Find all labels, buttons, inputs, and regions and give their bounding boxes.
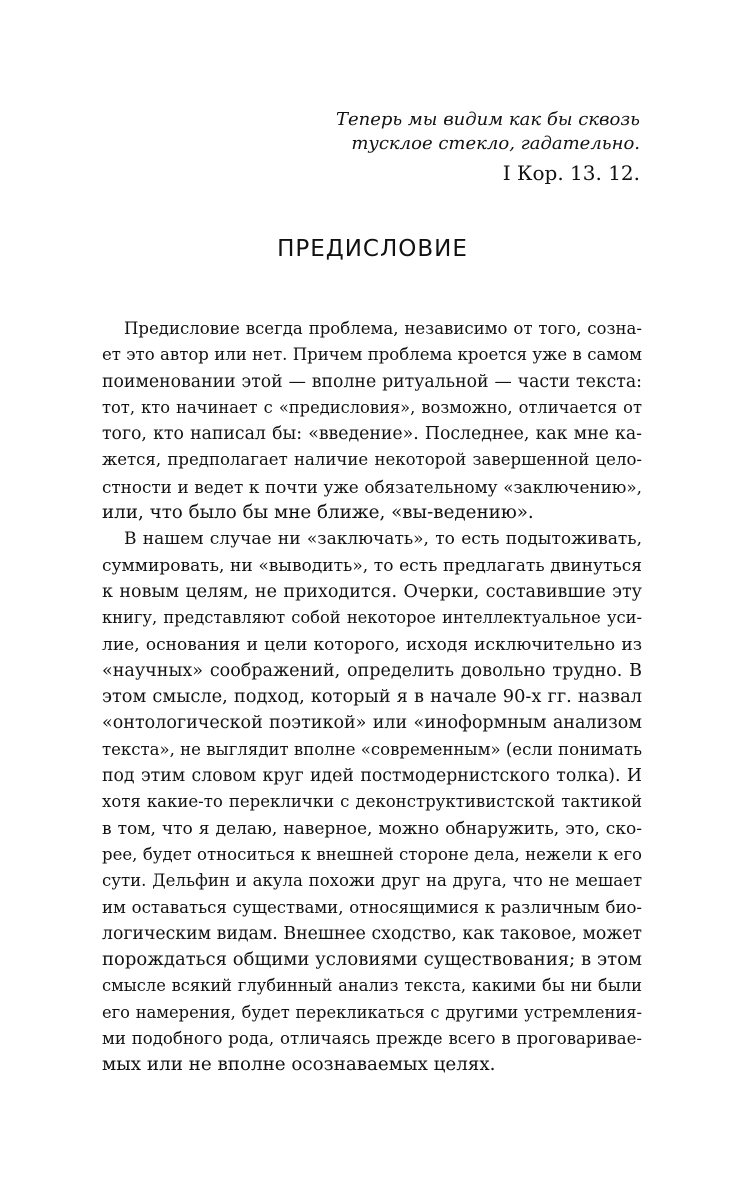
paragraph-2 [102, 526, 642, 1078]
text-line: книгу, представляют собой некоторое интеллектуальное уси- [102, 608, 642, 628]
text-line: им оставаться существами, относящимися к различным био- [102, 897, 642, 917]
text-line: суммировать, ни «выводить», то есть предлагать двинуться [102, 555, 642, 576]
text-line: к новым целям, не приходится. Очерки, составившие эту [102, 581, 642, 602]
text-line: того, кто написал бы: «введение». Последнее, как мне ка- [102, 424, 642, 445]
text-line: поименовании этой — вполне ритуальной — части текста: [102, 371, 642, 392]
epigraph-line: тусклое стекло, гадательно. [351, 133, 640, 154]
text-line: порождаться общими условиями существования; в этом [102, 949, 642, 971]
text-line: сути. Дельфин и акула похожи друг на друга, что не мешает [102, 871, 642, 891]
text-line: или, что было бы мне ближе, «вы-ведению». [102, 502, 534, 524]
text-line: мых или не вполне осознаваемых целях. [102, 1054, 496, 1076]
text-line: стности и ведет к почти уже обязательному «заключению», [102, 476, 642, 497]
text-line: Предисловие всегда проблема, независимо от того, созна- [124, 319, 642, 338]
body-text [102, 316, 642, 1079]
text-line: этом смысле, подход, который я в начале 90-х гг. назвал [102, 686, 642, 708]
text-line: текста», не выглядит вполне «современным» (если понимать [102, 739, 642, 759]
paragraph-1 [102, 316, 642, 526]
text-line: его намерения, будет перекликаться с другими устремления- [102, 1002, 642, 1022]
text-line: рее, будет относиться к внешней стороне дела, нежели к его [102, 844, 642, 864]
text-line: ми подобного рода, отличаясь прежде всего в проговаривае- [102, 1029, 642, 1049]
text-line: в том, что я делаю, наверное, можно обнаружить, это, ско- [102, 818, 642, 839]
text-line: ет это автор или нет. Причем проблема кроется уже в самом [102, 345, 642, 365]
epigraph-line: Теперь мы видим как бы сквозь [335, 109, 640, 130]
text-line: жется, предполагает наличие некоторой завершенной цело- [102, 450, 642, 470]
text-line: В нашем случае ни «заключать», то есть подытоживать, [124, 529, 642, 550]
text-line: тот, кто начинает с «предисловия», возможно, отличается от [102, 397, 642, 417]
epigraph-source: I Кор. 13. 12. [502, 161, 640, 185]
text-line: «научных» соображений, определить довольно трудно. В [102, 660, 642, 681]
text-line: логическим видам. Внешнее сходство, как таковое, может [102, 923, 642, 944]
text-line: смысле всякий глубинный анализ текста, какими бы ни были [102, 976, 642, 996]
text-line: хотя какие-то переклички с деконструктивистской тактикой [102, 792, 642, 812]
text-line: под этим словом круг идей постмодернистского толка). И [102, 766, 642, 787]
text-line: «онтологической поэтикой» или «иноформным анализом [102, 713, 642, 734]
epigraph [336, 108, 640, 188]
page-title: ПРЕДИСЛОВИЕ [277, 236, 468, 262]
text-line: лие, основания и цели которого, исходя исключительно из [102, 634, 642, 655]
